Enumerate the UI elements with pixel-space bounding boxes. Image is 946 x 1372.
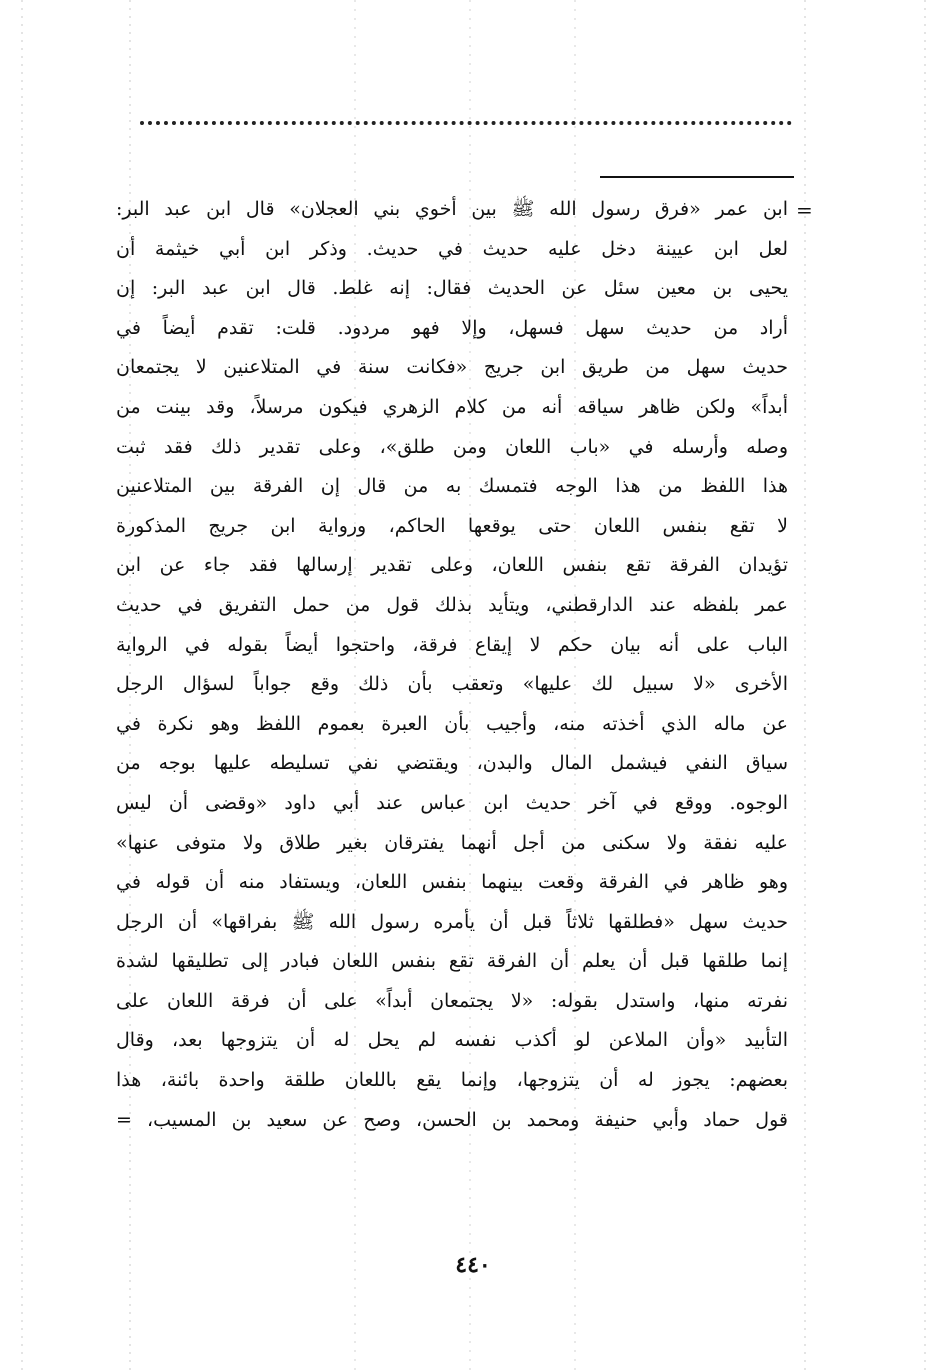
text-line: قول حماد وأبي حنيفة ومحمد بن الحسن، وصح عن سعيد بن المسيب، = [116,1108,788,1131]
text-line: أراد من حديث سهل فسهل، وإلا فهو مردود. قلت: تقدم أيضاً في [116,316,788,339]
text-line: بعضهم: يجوز له أن يتزوجها، وإنما يقع باللعان طلقة واحدة بائنة، هذا [116,1069,788,1092]
text-line: حديث سهل من طريق ابن جريج «فكانت سنة في المتلاعنين لا يجتمعان [116,356,788,379]
text-line: أبداً» ولكن ظاهر سياقه أنه من كلام الزهري فيكون مرسلاً، وقد بينت من [116,395,788,418]
text-line: ابن عمر «فرق رسول الله ﷺ بين أخوي بني العجلان» قال ابن عبد البر: [116,198,788,220]
text-line: نفرته منها، واستدل بقوله: «لا يجتمعان أبداً» على أن فرقة اللعان على [116,989,788,1012]
text-line: التأبيد «وأن الملاعن لو أكذب نفسه لم يحل له أن يتزوجها بعد، وقال [116,1029,788,1052]
text-line: لا تقع بنفس اللعان حتى يوقعها الحاكم، ورواية ابن جريج المذكورة [116,514,788,537]
text-line: عليه نفقة ولا سكنى من أجل أنهما يفترقان بغير طلاق ولا متوفى عنها» [116,831,788,854]
text-line: لعل ابن عيينة دخل عليه حديث في حديث. وذكر ابن أبي خيثمة أن [116,237,788,260]
text-line: الأخرى «لا سبيل لك عليها» وتعقب بأن ذلك وقع جواباً لسؤال الرجل [116,673,788,696]
page-number: ٤٤٠ [455,1252,491,1278]
text-line: وهو ظاهر في الفرقة وقعت بينهما بنفس اللعان، ويستفاد منه أن قوله في [116,871,788,894]
text-line: يحيى بن معين سئل عن الحديث فقال: إنه غلط. قال ابن عبد البر: إن [116,277,788,300]
text-line: عن ماله الذي أخذته منه، وأجيب بأن العبرة بعموم اللفظ وهو نكرة في [116,712,788,735]
continuation-mark: = [796,198,813,222]
text-line: حديث سهل «فطلقها ثلاثاً قبل أن يأمره رسول الله ﷺ بفراقها» أن الرجل [116,910,788,933]
footnote-text [116,190,788,1140]
text-line: وصله وأرسله في «باب اللعان ومن طلق»، وعلى تقدير ذلك فقد ثبت [116,435,788,458]
text-line: سياق النفي فيشمل المال والبدن، ويقتضي نفي تسليطه عليها بوجه من [116,752,788,775]
text-line: إنما طلقها قبل أن يعلم أن الفرقة تقع بنفس اللعان فبادر إلى تطليقها لشدة [116,950,788,973]
text-line: تؤيدان الفرقة تقع بنفس اللعان، وعلى تقدير إرسالها فقد جاء عن ابن [116,554,788,577]
footnote-rule [600,176,794,178]
text-line: هذا اللفظ من هذا الوجه فتمسك به من قال إن الفرقة بين المتلاعنين [116,475,788,498]
text-line: الوجوه. ووقع في آخر حديث ابن عباس عند أبي داود «وقضى أن ليس [116,791,788,814]
text-line: الباب على أنه بيان حكم لا إيقاع فرقة، واحتجوا أيضاً بقوله في الرواية [116,633,788,656]
text-line: عمر بلفظه عند الدارقطني، ويتأيد بذلك قول من حمل التفريق في حديث [116,593,788,616]
dotted-separator [140,121,792,125]
